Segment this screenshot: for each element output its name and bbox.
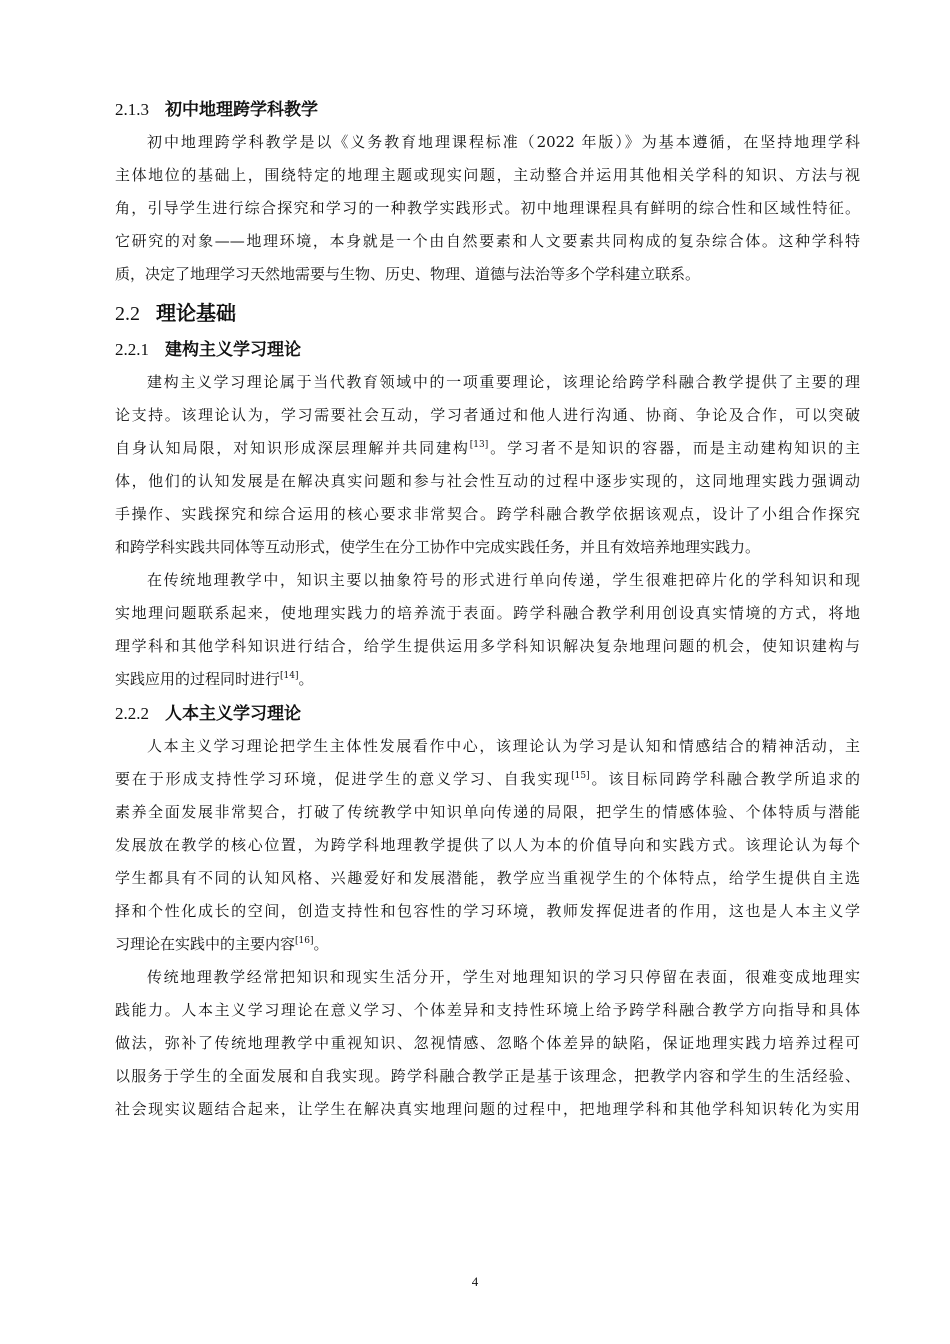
- text-line: 社会现实议题结合起来，让学生在解决真实地理问题的过程中，把地理学科和其他学科知识转化为实用: [115, 1100, 860, 1118]
- citation-14: [14]: [280, 671, 299, 681]
- text-line: 它研究的对象——地理环境，本身就是一个由自然要素和人文要素共同构成的复杂综合体。这种学科特: [115, 232, 860, 250]
- text-line: 在传统地理教学中，知识主要以抽象符号的形式进行单向传递，学生很难把碎片化的学科知识和现: [147, 571, 860, 589]
- section-title: 理论基础: [156, 303, 236, 325]
- text-line: 学生都具有不同的认知风格、兴趣爱好和发展潜能，教学应当重视学生的个体特点，给学生提供自主选: [115, 869, 860, 887]
- paragraph-1: [115, 126, 860, 291]
- text-fragment: 。学习者不是知识的容器，而是主动建构知识的主: [488, 439, 860, 457]
- paragraph-2: [115, 366, 860, 564]
- text-line: 实地理问题联系起来，使地理实践力的培养流于表面。跨学科融合教学利用创设真实情境的方式，将地: [115, 604, 860, 622]
- text-line: 做法，弥补了传统地理教学中重视知识、忽视情感、忽略个体差异的缺陷，保证地理实践力培养过程可: [115, 1034, 860, 1052]
- text-line: 择和个性化成长的空间，创造支持性和包容性的学习环境，教师发挥促进者的作用，这也是人本主义学: [115, 902, 860, 920]
- section-title: 建构主义学习理论: [165, 340, 301, 359]
- section-number: 2.2: [115, 303, 140, 325]
- text-line: 初中地理跨学科教学是以《义务教育地理课程标准（2022 年版）》为基本遵循，在坚持地理学科: [147, 133, 860, 151]
- page-number: 4: [471, 1274, 479, 1289]
- section-number: 2.1.3: [115, 100, 149, 119]
- section-heading-2-2: [115, 296, 860, 332]
- text-fragment: 实践应用的过程同时进行: [115, 670, 281, 688]
- text-line: 发展放在教学的核心位置，为跨学科地理教学提供了以人为本的价值导向和实践方式。该理论认为每个: [115, 836, 860, 854]
- document-page: [115, 92, 860, 1126]
- text-fragment: 。: [298, 670, 314, 688]
- text-line: [115, 663, 860, 696]
- text-line: 以服务于学生的全面发展和自我实现。跨学科融合教学正是基于该理念，把教学内容和学生的生活经验、: [115, 1067, 860, 1085]
- text-line: 践能力。人本主义学习理论在意义学习、个体差异和支持性环境上给予跨学科融合教学方向指导和具体: [115, 1001, 860, 1019]
- text-line: 体，他们的认知发展是在解决真实问题和参与社会性互动的过程中逐步实现的，这同地理实践力强调动: [115, 472, 860, 490]
- text-fragment: 。: [313, 935, 329, 953]
- text-line: 角，引导学生进行综合探究和学习的一种教学实践形式。初中地理课程具有鲜明的综合性和区域性特征。: [115, 199, 860, 217]
- section-heading-2-1-3: [115, 95, 860, 125]
- text-line: 理学科和其他学科知识进行结合，给学生提供运用多学科知识解决复杂地理问题的机会，使知识建构与: [115, 637, 860, 655]
- section-title: 初中地理跨学科教学: [165, 100, 318, 119]
- text-line: 素养全面发展非常契合，打破了传统教学中知识单向传递的局限，把学生的情感体验、个体特质与潜能: [115, 803, 860, 821]
- text-line: [115, 763, 860, 796]
- section-title: 人本主义学习理论: [165, 704, 301, 723]
- text-line: 和跨学科实践共同体等互动形式，使学生在分工协作中完成实践任务，并且有效培养地理实践力。: [115, 538, 761, 556]
- text-line: 主体地位的基础上，围绕特定的地理主题或现实问题，主动整合并运用其他相关学科的知识、方法与视: [115, 166, 860, 184]
- section-number: 2.2.1: [115, 340, 149, 359]
- section-number: 2.2.2: [115, 704, 149, 723]
- text-line: 建构主义学习理论属于当代教育领域中的一项重要理论，该理论给跨学科融合教学提供了主要的理: [147, 373, 860, 391]
- paragraph-4: [115, 730, 860, 961]
- text-line: 传统地理教学经常把知识和现实生活分开，学生对地理知识的学习只停留在表面，很难变成地理实: [147, 968, 860, 986]
- text-fragment: 。该目标同跨学科融合教学所追求的: [589, 770, 860, 788]
- text-line: 手操作、实践探究和综合运用的核心要求非常契合。跨学科融合教学依据该观点，设计了小组合作探究: [115, 505, 860, 523]
- text-line: 质，决定了地理学习天然地需要与生物、历史、物理、道德与法治等多个学科建立联系。: [115, 265, 701, 283]
- citation-13: [13]: [469, 440, 489, 450]
- citation-15: [15]: [571, 771, 590, 781]
- text-fragment: 习理论在实践中的主要内容: [115, 935, 296, 953]
- citation-16: [16]: [295, 936, 314, 946]
- text-line: [115, 432, 860, 465]
- paragraph-3: [115, 564, 860, 696]
- section-heading-2-2-2: [115, 699, 860, 729]
- text-line: 人本主义学习理论把学生主体性发展看作中心，该理论认为学习是认知和情感结合的精神活动，主: [147, 737, 860, 755]
- text-fragment: 要在于形成支持性学习环境，促进学生的意义学习、自我实现: [115, 770, 572, 788]
- text-line: [115, 928, 860, 961]
- section-heading-2-2-1: [115, 335, 860, 365]
- text-fragment: 自身认知局限，对知识形成深层理解并共同建构: [115, 439, 470, 457]
- text-line: 论支持。该理论认为，学习需要社会互动，学习者通过和他人进行沟通、协商、争论及合作，可以突破: [115, 406, 860, 424]
- paragraph-5: [115, 961, 860, 1126]
